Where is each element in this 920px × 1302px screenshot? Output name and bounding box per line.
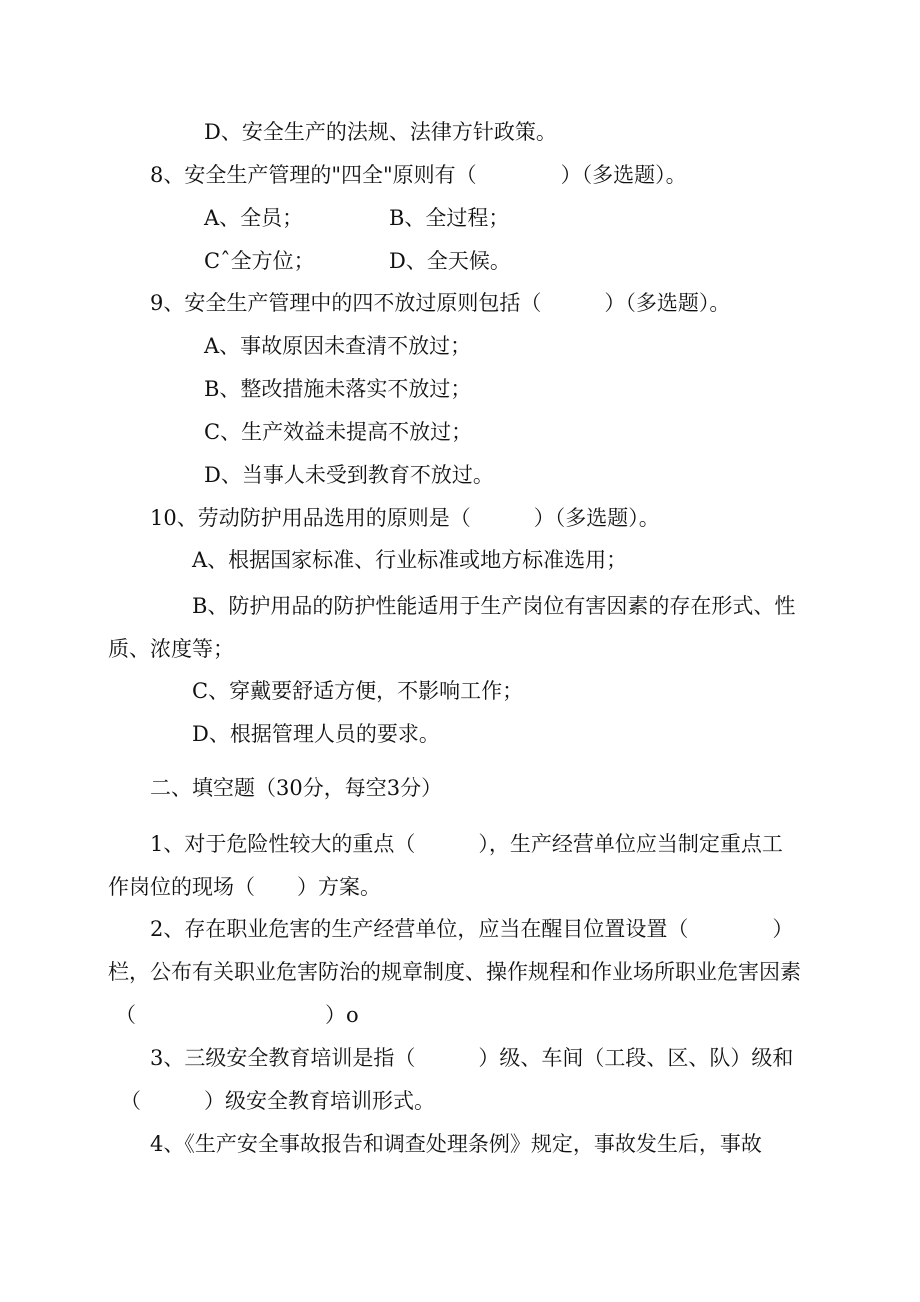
q9-option-b: B、整改措施未落实不放过；: [204, 377, 472, 401]
q9-option-c: C、生产效益未提高不放过；: [204, 420, 473, 444]
fill3-line2: （ ）级安全教育培训形式。: [120, 1089, 435, 1113]
q8-option-a: A、全员；: [204, 206, 304, 230]
q10-option-c: C、穿戴要舒适方便，不影响工作；: [192, 679, 524, 703]
q10-option-b-line2: 质、浓度等；: [108, 637, 234, 661]
fill2-line2: 栏，公布有关职业危害防治的规章制度、操作规程和作业场所职业危害因素: [108, 960, 801, 984]
section2-heading: 二、填空题（30分，每空3分）: [150, 776, 443, 800]
fill1-line2: 作岗位的现场（ ）方案。: [108, 875, 381, 899]
q9-stem: 9、安全生产管理中的四不放过原则包括（ ）（多选题）。: [150, 291, 731, 315]
fill2-line3: （ ）o: [115, 1003, 359, 1027]
q8-option-c: Cˆ全方位；: [204, 249, 315, 273]
fill1-line1: 1、对于危险性较大的重点（ ），生产经营单位应当制定重点工: [150, 832, 783, 856]
q10-option-a: A、根据国家标准、行业标准或地方标准选用；: [192, 548, 628, 572]
fill3-line1: 3、三级安全教育培训是指（ ）级、车间（工段、区、队）级和: [150, 1046, 794, 1070]
q9-option-a: A、事故原因未查清不放过；: [204, 334, 472, 358]
q7-option-d: D、安全生产的法规、法律方针政策。: [204, 120, 557, 144]
q9-option-d: D、当事人未受到教育不放过。: [204, 463, 494, 487]
fill4-line1: 4、《生产安全事故报告和调查处理条例》规定，事故发生后，事故: [150, 1132, 762, 1156]
q10-stem: 10、劳动防护用品选用的原则是（ ）（多选题）。: [150, 506, 660, 530]
q8-option-b: B、全过程；: [389, 206, 510, 230]
q10-option-b-line1: B、防护用品的防护性能适用于生产岗位有害因素的存在形式、性: [192, 594, 796, 618]
q10-option-d: D、根据管理人员的要求。: [192, 722, 440, 746]
fill2-line1: 2、存在职业危害的生产经营单位，应当在醒目位置设置（ ）: [150, 917, 794, 941]
q8-option-d: D、全天候。: [389, 249, 511, 273]
q8-stem: 8、安全生产管理的"四全"原则有（ ）（多选题）。: [150, 163, 687, 187]
